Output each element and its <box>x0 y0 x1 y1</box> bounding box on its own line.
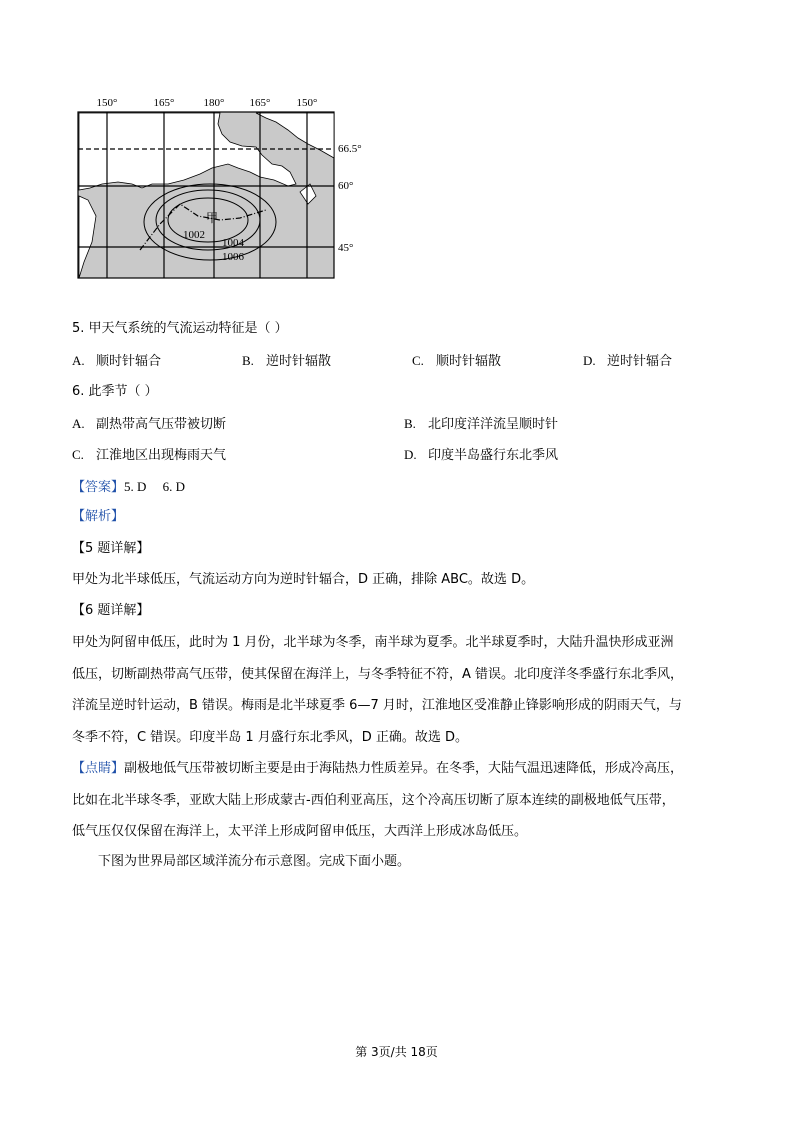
detail-6-line: 甲处为阿留申低压，此时为 1 月份，北半球为冬季，南半球为夏季。北半球夏季时，大陆升温快形成亚洲 <box>72 635 674 650</box>
detail-6-tag: 【6 题详解】 <box>72 603 150 618</box>
tip-block <box>72 753 732 848</box>
detail-6-line: 低压，切断副热带高气压带，使其保留在海洋上，与冬季特征不符，A 错误。北印度洋冬季盛行东北季风， <box>72 666 684 682</box>
option-text: 北印度洋洋流呈顺时针 <box>428 417 559 432</box>
isobar-label-1002: 1002 <box>183 229 205 241</box>
option-key: A. <box>72 416 85 431</box>
q6-option-c <box>72 446 226 465</box>
detail-6-line: 洋流呈逆时针运动，B 错误。梅雨是北半球夏季 6—7 月时，江淮地区受准静止锋影响形成的阴雨天气，与 <box>72 698 682 713</box>
tip-line <box>72 753 732 785</box>
option-key: B. <box>404 416 416 431</box>
tip-tag: 【点睛】 <box>72 761 125 776</box>
q6-option-a <box>72 415 226 434</box>
tip-text: 副极地低气压带被切断主要是由于海陆热力性质差异。在冬季，大陆气温迅速降低，形成冷高压， <box>124 761 684 776</box>
q6-option-b <box>404 415 558 434</box>
detail-5-tag: 【5 题详解】 <box>72 541 150 556</box>
next-section-intro: 下图为世界局部区域洋流分布示意图。完成下面小题。 <box>98 854 411 869</box>
pressure-map <box>70 92 380 292</box>
q5-option-c <box>412 352 501 371</box>
option-text: 印度半岛盛行东北季风 <box>428 448 559 463</box>
option-key: C. <box>412 353 424 368</box>
analysis-tag: 【解析】 <box>72 509 125 524</box>
lon-label-165w: 165° <box>153 97 175 109</box>
isobar-label-1006: 1006 <box>222 251 244 263</box>
detail-6-line: 冬季不符，C 错误。印度半岛 1 月盛行东北季风，D 正确。故选 D。 <box>72 729 469 745</box>
q5-option-a <box>72 352 161 371</box>
tip-line: 比如在北半球冬季，亚欧大陆上形成蒙古-西伯利亚高压，这个冷高压切断了原本连续的副极地低气压带， <box>72 792 675 808</box>
option-key: D. <box>583 353 596 368</box>
page-footer: 第 3页/共 18页 <box>355 1045 438 1059</box>
option-key: D. <box>404 447 417 462</box>
lon-label-150e: 150° <box>296 97 318 109</box>
answer-line <box>72 478 185 497</box>
detail-5-text: 甲处为北半球低压，气流运动方向为逆时针辐合，D 正确，排除 ABC。故选 D。 <box>72 572 535 587</box>
q5-option-d <box>583 352 672 371</box>
q6-option-d <box>404 446 558 465</box>
detail-6-text <box>72 627 732 753</box>
lon-label-150w: 150° <box>96 97 118 109</box>
answer-tag: 【答案】 <box>72 480 125 495</box>
lon-label-165e: 165° <box>249 97 271 109</box>
option-text: 顺时针辐散 <box>436 354 502 369</box>
option-text: 顺时针辐合 <box>96 354 162 369</box>
option-text: 逆时针辐散 <box>266 354 332 369</box>
pressure-map-figure <box>70 92 380 292</box>
option-text: 江淮地区出现梅雨天气 <box>96 448 227 463</box>
lat-label-60: 60° <box>338 180 354 192</box>
answer-text: 5. D 6. D <box>124 479 186 494</box>
lat-label-45: 45° <box>338 242 354 254</box>
question-6-stem: 6. 此季节（ ） <box>72 384 158 399</box>
option-key: B. <box>242 353 254 368</box>
lon-label-180: 180° <box>203 97 225 109</box>
option-text: 副热带高气压带被切断 <box>96 417 227 432</box>
lat-label-66-5: 66.5° <box>338 143 362 155</box>
question-5-stem: 5. 甲天气系统的气流运动特征是（ ） <box>72 321 288 336</box>
option-text: 逆时针辐合 <box>607 354 673 369</box>
low-center-label: 甲 <box>206 211 219 225</box>
q5-option-b <box>242 352 331 371</box>
tip-line: 低气压仅仅保留在海洋上，太平洋上形成阿留申低压，大西洋上形成冰岛低压。 <box>72 824 528 839</box>
isobar-label-1004: 1004 <box>222 237 244 249</box>
option-key: A. <box>72 353 85 368</box>
option-key: C. <box>72 447 84 462</box>
